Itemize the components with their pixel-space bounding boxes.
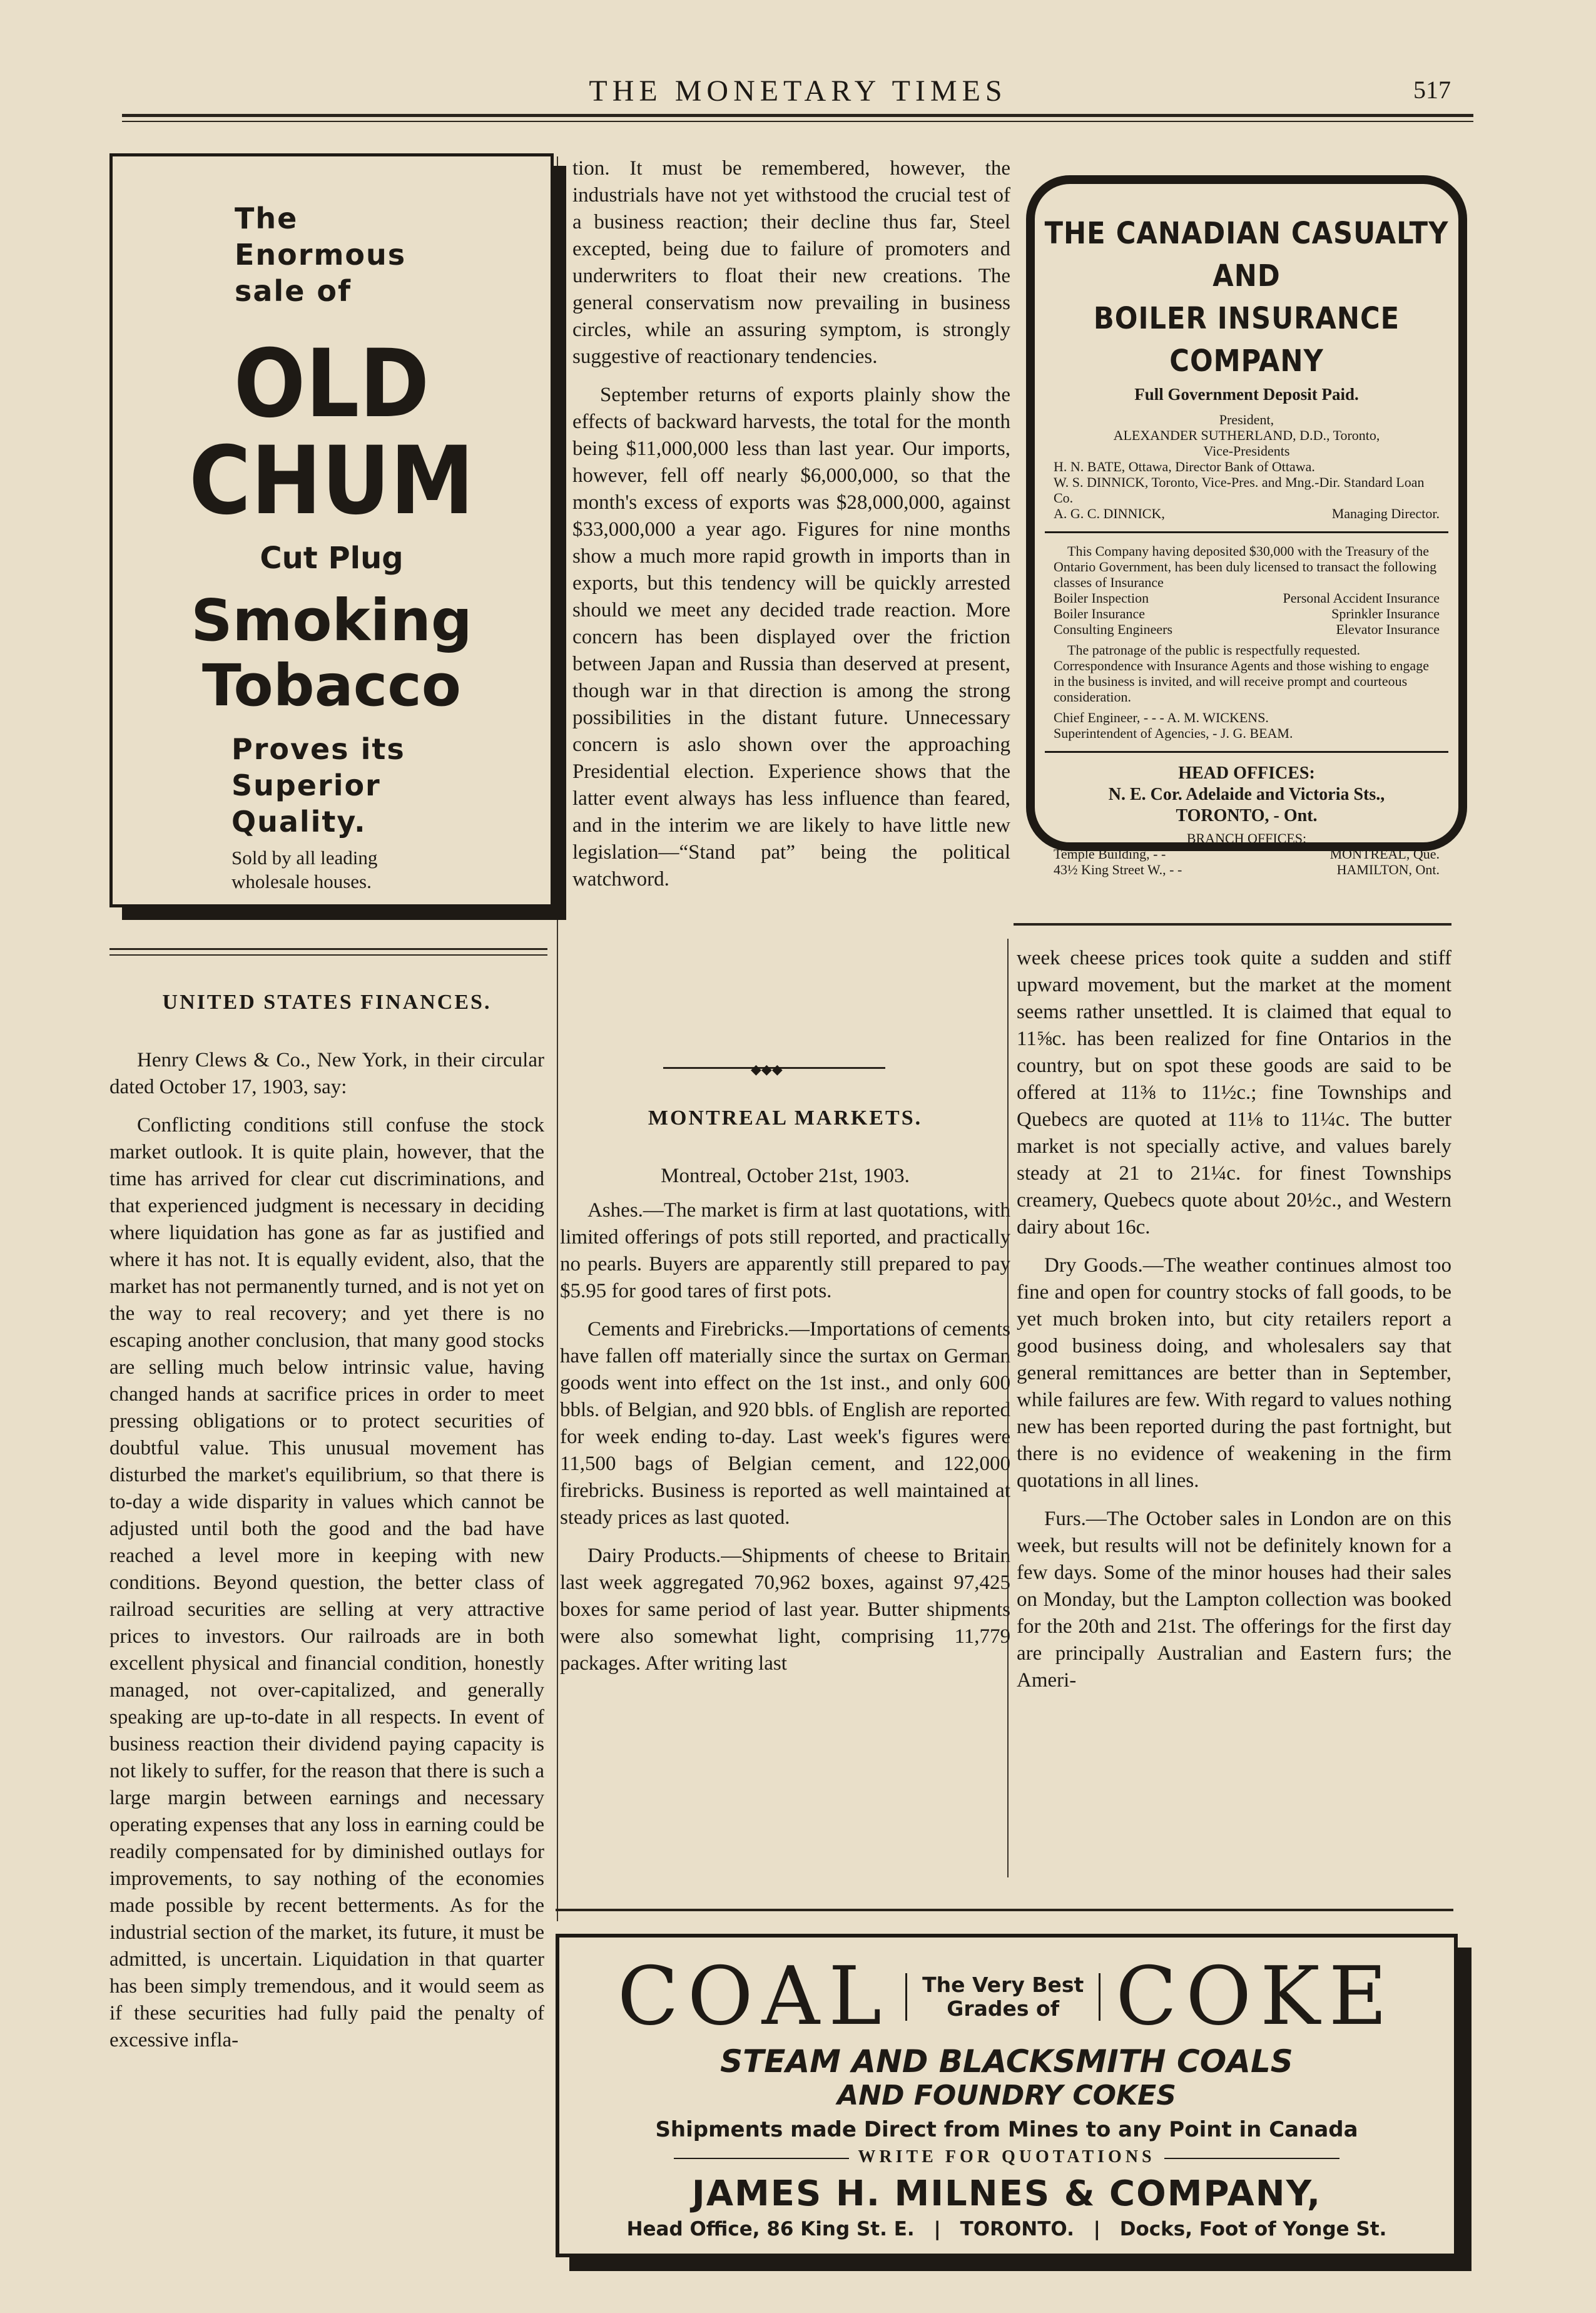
branch-office bbox=[1054, 846, 1440, 862]
managing-director bbox=[1054, 506, 1440, 521]
middle-column-article bbox=[572, 155, 1010, 904]
vice-president: H. N. BATE, Ottawa, Director Bank of Ottawa. bbox=[1054, 459, 1315, 474]
docks-address: Docks, Foot of Yonge St. bbox=[1119, 2218, 1387, 2240]
article-heading: UNITED STATES FINANCES. bbox=[162, 991, 492, 1014]
company-name-line: BOILER INSURANCE COMPANY bbox=[1093, 301, 1400, 379]
shipment-note: Shipments made Direct from Mines to any Point in Canada bbox=[655, 2117, 1358, 2142]
section-rule bbox=[109, 948, 547, 950]
article-paragraph: Henry Clews & Co., New York, in their circular dated October 17, 1903, say: bbox=[109, 1049, 544, 1098]
branch-address: 43½ King Street W., - - bbox=[1054, 862, 1182, 877]
ad-claim-line: Superior bbox=[231, 768, 381, 802]
article-paragraph: September returns of exports plainly show the effects of backward harvests, the total for the month being $11,000,000 less than last year. Our imports, however, fell off nearly $6,000,000, so that the month's excess of exports was $28,000,000, against $33,000,000 a year ago. Figures for nine months show a much more rapid growth in imports than in exports, but this tendency will be quickly arrested should we meet any decided trade reaction. More concern has been displayed over the friction between Japan and Russia than deserved at present, though war in that direction is among the strong possibilities in the distant future. Unnecessary concern is aslo shown over the approaching Presidential election. Experience shows that the latter event always has less influence than feared, and in the interim we are likely to have little new legislation—“Stand pat” being the political watchword. bbox=[572, 384, 1010, 891]
insurance-class: Sprinkler Insurance bbox=[1331, 606, 1440, 621]
banner-middle bbox=[905, 1973, 1100, 2021]
insurance-class: Personal Accident Insurance bbox=[1283, 590, 1440, 606]
write-for-quotations: WRITE FOR QUOTATIONS bbox=[559, 2147, 1454, 2167]
insurance-class: Elevator Insurance bbox=[1336, 621, 1440, 637]
article-paragraph: week cheese prices took quite a sudden and stiff upward movement, but the market at the moment seems rather unsettled. It is claimed that equal to 11⅝c. has been realized for fine Ontarios in the country, but on spot these goods are said to be offered at 11⅜ to 11½c.; fine Townships and Quebecs are quoted at 11⅛ to 11¼c. The butter market is not specially active, and values barely steady at 21 to 21¼c. for finest Townships creamery, Quebecs quote about 20½c., and Western dairy about 16c. bbox=[1017, 947, 1451, 1238]
masthead-title: THE MONETARY TIMES bbox=[589, 74, 1007, 108]
ad-intro-line: Enormous bbox=[235, 238, 407, 272]
address-separator: | bbox=[933, 2218, 941, 2240]
column-divider-left bbox=[557, 156, 558, 1921]
section-rule bbox=[556, 1909, 1453, 1911]
us-finances-article bbox=[109, 989, 544, 2065]
banner-middle-line: The Very Best bbox=[922, 1972, 1084, 1997]
insurance-class-row bbox=[1054, 621, 1440, 637]
insurance-class: Boiler Inspection bbox=[1054, 590, 1149, 606]
ad-claim-line: Proves its bbox=[231, 732, 405, 766]
article-paragraph: Furs.—The October sales in London are on this week, but results will not be definitely known for a few days. Some of the minor houses had their sales on Monday, but the Lampton collection was booked for the 20th and 21st. The offerings for the first day are principally Australian and Eastern furs; the Ameri- bbox=[1017, 1508, 1451, 1692]
address-separator: | bbox=[1093, 2218, 1100, 2240]
brand-chum: CHUM bbox=[189, 427, 474, 536]
article-paragraph: tion. It must be remembered, however, the industrials have not yet withstood the crucial test of a business reaction; their decline thus far, Steel excepted, being due to failure of promoters and underwriters to float their new creations. The general conservatism now prevailing in business circles, while an assuring symptom, is strongly suggestive of reactionary tendencies. bbox=[572, 157, 1010, 368]
president-label: President, bbox=[1219, 412, 1274, 427]
article-paragraph: Cements and Firebricks.—Importations of cements have fallen off materially since the surtax on German goods went into effect on the 1st inst., and only 600 bbls. of Belgian, and 920 bbls. of English are reported for week ending to-day. Last week's figures were 11,500 bags of Belgian cement, and 122,000 firebricks. Business is reported as well maintained at steady prices as last quoted. bbox=[560, 1318, 1010, 1529]
vice-presidents-label: Vice-Presidents bbox=[1203, 443, 1290, 459]
article-paragraph: Ashes.—The market is firm at last quotations, with limited offerings of pots still reported, and practically no pearls. Buyers are apparently still prepared to pay $5.95 for good tares of first pots. bbox=[560, 1199, 1010, 1302]
header-rule bbox=[122, 114, 1473, 117]
superintendent-agencies: Superintendent of Agencies, - J. G. BEAM. bbox=[1054, 725, 1293, 741]
casualty-insurance-advertisement bbox=[1026, 175, 1467, 877]
right-column-article bbox=[1017, 945, 1451, 1705]
ad-divider bbox=[1045, 531, 1448, 533]
head-office-address: Head Office, 86 King St. E. bbox=[626, 2218, 915, 2240]
ad-sold-by bbox=[231, 846, 551, 894]
ad-intro-line: The bbox=[235, 202, 298, 235]
article-heading: MONTREAL MARKETS. bbox=[648, 1106, 923, 1130]
sold-by-line: Sold by all leading bbox=[231, 847, 378, 869]
ad-claim-line: Quality. bbox=[231, 805, 367, 839]
ornament-divider-center: ◆◆◆ bbox=[751, 1061, 783, 1077]
city: TORONTO. bbox=[960, 2218, 1074, 2240]
insurance-class: Boiler Insurance bbox=[1054, 606, 1145, 621]
insurance-class-row bbox=[1054, 606, 1440, 621]
header-rule-thin bbox=[122, 121, 1473, 122]
cut-plug-label: Cut Plug bbox=[260, 541, 404, 576]
article-paragraph: Dry Goods.—The weather continues almost too fine and open for country stocks of fall goods, to be yet much broken into, but city retailers report a good business doing, and wholesalers say that general remittances are better than in September, while failures are few. With regard to values nothing new has been reported during the past fortnight, but there is no evidence of weakening in the firm quotations in all lines. bbox=[1017, 1254, 1451, 1492]
coke-types: AND FOUNDRY COKES bbox=[837, 2080, 1176, 2111]
vice-president: W. S. DINNICK, Toronto, Vice-Pres. and Mng.-Dir. Standard Loan Co. bbox=[1054, 474, 1425, 506]
company-name: JAMES H. MILNES & COMPANY, bbox=[691, 2173, 1322, 2214]
coal-coke-advertisement bbox=[556, 1934, 1458, 2257]
smoking-label: Smoking bbox=[191, 587, 472, 654]
president-name: ALEXANDER SUTHERLAND, D.D., Toronto, bbox=[1113, 427, 1380, 443]
banner-middle-line: Grades of bbox=[947, 1996, 1060, 2021]
company-address bbox=[559, 2218, 1454, 2240]
section-rule bbox=[109, 954, 547, 956]
insurance-class-row bbox=[1054, 590, 1440, 606]
company-name bbox=[1035, 212, 1458, 382]
dateline: Montreal, October 21st, 1903. bbox=[661, 1165, 910, 1187]
product-type bbox=[113, 588, 551, 718]
deposit-notice: Full Government Deposit Paid. bbox=[1134, 385, 1359, 404]
coal-word: COAL bbox=[617, 1950, 891, 2043]
branch-city: HAMILTON, Ont. bbox=[1336, 862, 1440, 877]
md-title: Managing Director. bbox=[1331, 506, 1440, 521]
old-chum-advertisement bbox=[109, 153, 554, 907]
company-name-line: THE CANADIAN CASUALTY AND bbox=[1044, 216, 1449, 294]
section-rule bbox=[1014, 923, 1451, 926]
head-offices-label: HEAD OFFICES: bbox=[1178, 763, 1315, 783]
brand-old: OLD bbox=[233, 330, 430, 439]
article-paragraph: Conflicting conditions still confuse the stock market outlook. It is quite plain, however, that the time has arrived for clear cut discriminations, and that experienced judgment is necessary in deciding where liquidation has gone as far as justified and where it has not. It is equally evident, also, that the market has not permanently turned, and is not yet on the way to real recovery; and yet there is no escaping another conclusion, that many good stocks are selling much below intrinsic value, having changed hands at sacrifice prices in order to meet pressing obligations or to protect securities of doubtful value. This unusual movement has disturbed the market's equilibrium, so that there is to-day a wide disparity in values which cannot be adjusted until both the good and the bad have reached a level more in keeping with new conditions. Beyond question, the better class of railroad securities are selling at very attractive prices to investors. Our railroads are in both excellent physical and financial condition, honestly managed, not over-capitalized, and generally speaking are up-to-date in all respects. In event of business reaction their dividend paying capacity is not likely to suffer, for the reason that there is such a large margin between earnings and necessary operating expenses that any loss in earning could be readily compensated for by diminished outlays for improvements, to say nothing of the economies made possible by recent betterments. As for the industrial section of the market, its future, it must be admitted, is uncertain. Liquidation in that quarter has been simply tremendous, and it would seem as if these securities had fully paid the penalty of excessive infla- bbox=[109, 1114, 544, 2051]
branch-offices-label: BRANCH OFFICES: bbox=[1186, 830, 1307, 846]
patronage-text: The patronage of the public is respectfully requested. Correspondence with Insurance Agents and those wishing to engage in the business is invited, and will receive prompt and courteous consideration. bbox=[1054, 642, 1429, 705]
deposit-text: This Company having deposited $30,000 with the Treasury of the Ontario Government, has been duly licensed to transact the following classes of Insurance bbox=[1054, 543, 1437, 590]
branch-address: Temple Building, - - bbox=[1054, 846, 1166, 862]
ad-claim bbox=[231, 731, 551, 840]
page-number: 517 bbox=[1413, 76, 1451, 104]
branch-office bbox=[1054, 862, 1440, 877]
head-office-address: N. E. Cor. Adelaide and Victoria Sts., bbox=[1108, 785, 1385, 804]
md-name: A. G. C. DINNICK, bbox=[1054, 506, 1165, 521]
insurance-class: Consulting Engineers bbox=[1054, 621, 1173, 637]
tobacco-label: Tobacco bbox=[202, 652, 461, 719]
coke-word: COKE bbox=[1116, 1950, 1396, 2043]
ad-intro bbox=[235, 200, 551, 309]
head-office-city: TORONTO, - Ont. bbox=[1176, 806, 1318, 825]
chief-engineer: Chief Engineer, - - - A. M. WICKENS. bbox=[1054, 710, 1269, 725]
sold-by-line: wholesale houses. bbox=[231, 871, 372, 892]
ad-divider bbox=[1045, 751, 1448, 753]
coal-types: STEAM AND BLACKSMITH COALS bbox=[720, 2043, 1293, 2080]
article-paragraph: Dairy Products.—Shipments of cheese to Britain last week aggregated 70,962 boxes, against 97,425 boxes for same period of last year. Butter shipments were also somewhat light, comprising 11,779 packages. After writing last bbox=[560, 1545, 1010, 1675]
branch-city: MONTREAL, Que. bbox=[1329, 846, 1440, 862]
ad-intro-line: sale of bbox=[235, 274, 352, 308]
montreal-markets-article bbox=[560, 1105, 1010, 1688]
coal-coke-banner bbox=[559, 1950, 1454, 2043]
